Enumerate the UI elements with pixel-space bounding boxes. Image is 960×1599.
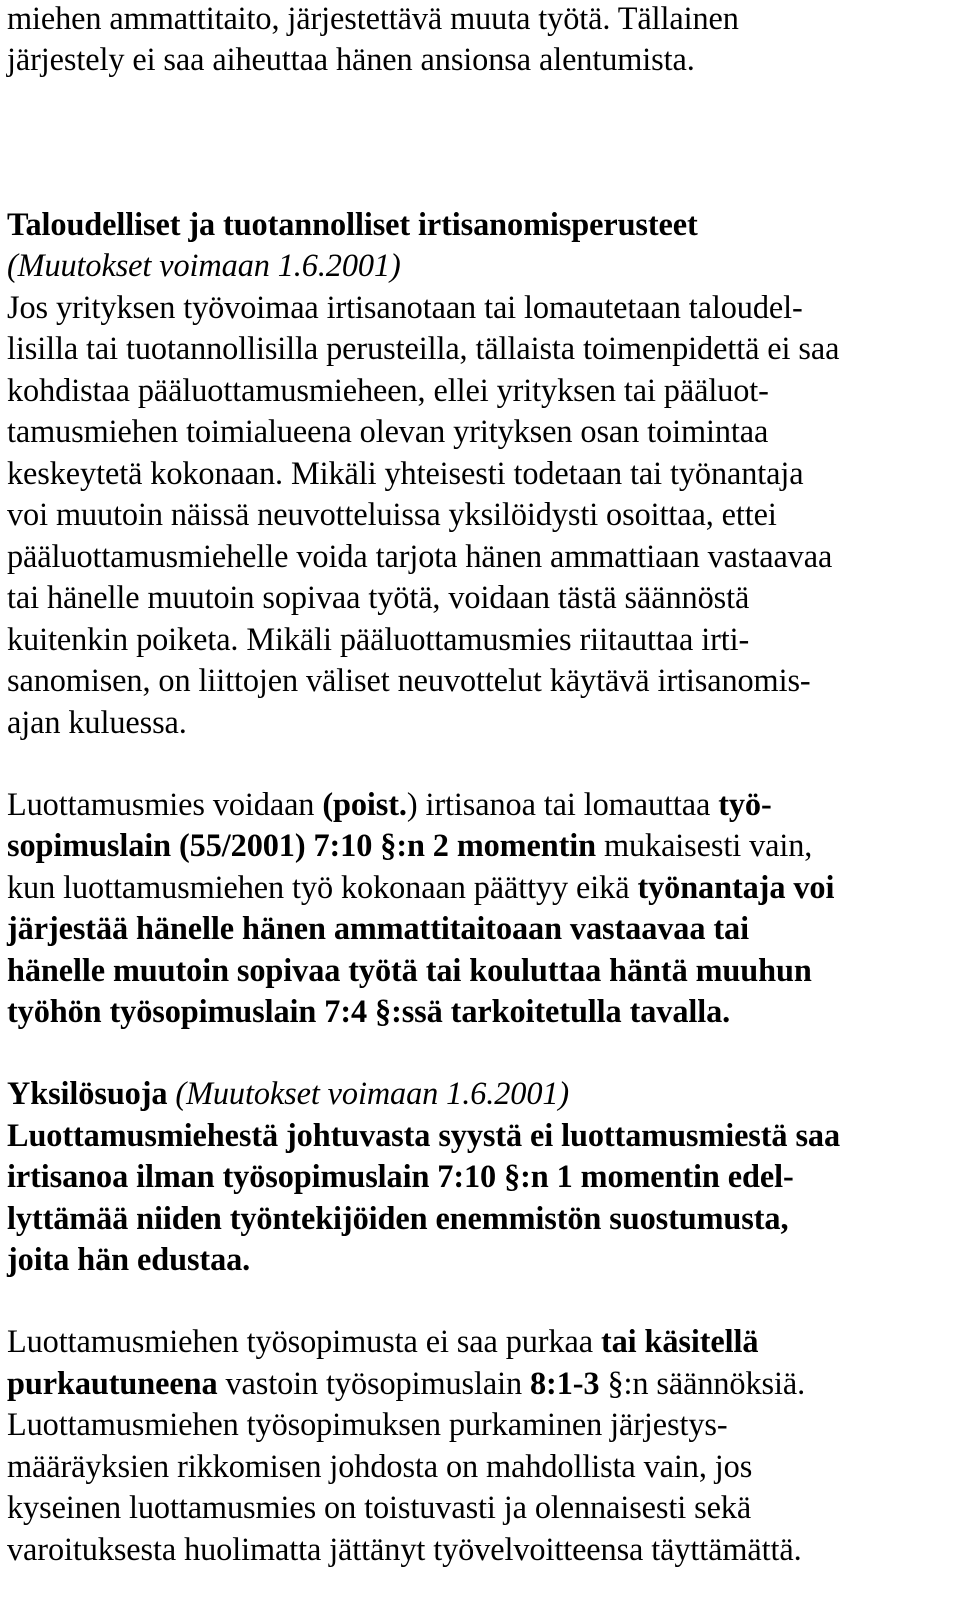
text-span: ) irtisanoa tai lomauttaa xyxy=(406,786,719,822)
section4-line-6: varoituksesta huolimatta jättänyt työvelvoitteensa täyttämättä. xyxy=(7,1531,802,1567)
section2-line-3 xyxy=(7,867,834,907)
section2-line-5: hänelle muutoin sopivaa työtä tai kouluttaa häntä muuhun xyxy=(7,952,812,988)
bold-span: :n 1 momentin edel- xyxy=(520,1158,794,1194)
section1-line: kohdistaa pääluottamusmieheen, ellei yrityksen tai pääluot- xyxy=(7,372,769,408)
section2-line-4: järjestää hänelle hänen ammattitaitoaan vastaavaa tai xyxy=(7,910,749,946)
text-span: mukaisesti vain, xyxy=(595,827,813,863)
bold-span: 8:1-3 xyxy=(530,1365,608,1401)
section4-line-1 xyxy=(7,1321,758,1361)
section-heading-economic-grounds: Taloudelliset ja tuotannolliset irtisanomisperusteet xyxy=(7,206,698,242)
intro-line-1: miehen ammattitaito, järjestettävä muuta työtä. Tällainen xyxy=(7,0,739,36)
bold-span: :n 2 momentin xyxy=(396,827,596,863)
section1-line: Jos yrityksen työvoimaa irtisanotaan tai lomautetaan taloudel- xyxy=(7,289,803,325)
section-sign: § xyxy=(375,993,392,1029)
section1-line: sanomisen, on liittojen väliset neuvottelut käytävä irtisanomis- xyxy=(7,662,811,698)
text-span: Luottamusmies voidaan xyxy=(7,786,323,822)
bold-span: työhön työsopimuslain 7:4 xyxy=(7,993,375,1029)
text-span: :n säännöksiä. xyxy=(623,1365,806,1401)
text-span: kun luottamusmiehen työ kokonaan päättyy eikä xyxy=(7,869,638,905)
section2-line-6 xyxy=(7,991,730,1031)
section1-line: tamusmiehen toimialueena olevan yrityksen osan toimintaa xyxy=(7,413,769,449)
bold-span: työ- xyxy=(718,786,772,822)
section-sign: § xyxy=(504,1158,521,1194)
bold-span: tai käsitellä xyxy=(600,1323,759,1359)
section1-line: kuitenkin poiketa. Mikäli pääluottamusmies riitauttaa irti- xyxy=(7,621,750,657)
section3-line-4: joita hän edustaa. xyxy=(7,1241,251,1277)
bold-span: :ssä tarkoitetulla tavalla. xyxy=(391,993,731,1029)
section1-line: pääluottamusmiehelle voida tarjota hänen ammattiaan vastaavaa xyxy=(7,538,833,574)
text-span: vastoin työsopimuslain xyxy=(217,1365,530,1401)
section4-line-5: kyseinen luottamusmies on toistuvasti ja olennaisesti sekä xyxy=(7,1489,752,1525)
section1-line: voi muutoin näissä neuvotteluissa yksilöidysti osoittaa, ettei xyxy=(7,496,777,532)
section2-line-1 xyxy=(7,784,772,824)
section1-line: ajan kuluessa. xyxy=(7,704,187,740)
bold-span: irtisanoa ilman työsopimuslain 7:10 xyxy=(7,1158,505,1194)
section3-line-2 xyxy=(7,1156,794,1196)
section2-line-2 xyxy=(7,825,812,865)
section1-line: tai hänelle muutoin sopivaa työtä, voidaan tästä säännöstä xyxy=(7,579,750,615)
section3-line-1: Luottamusmiehestä johtuvasta syystä ei luottamusmiestä saa xyxy=(7,1117,841,1153)
bold-span: (poist. xyxy=(322,786,407,822)
section3-heading-line xyxy=(7,1073,569,1113)
bold-span: sopimuslain (55/2001) 7:10 xyxy=(7,827,381,863)
section4-line-2 xyxy=(7,1363,805,1403)
intro-line-2: järjestely ei saa aiheuttaa hänen ansionsa alentumista. xyxy=(7,41,695,77)
section1-line: keskeytetä kokonaan. Mikäli yhteisesti todetaan tai työnantaja xyxy=(7,455,804,491)
section-note-effective-date: (Muutokset voimaan 1.6.2001) xyxy=(7,247,401,283)
section4-line-3: Luottamusmiehen työsopimuksen purkaminen järjestys- xyxy=(7,1406,728,1442)
section3-line-3: lyttämää niiden työntekijöiden enemmistön suostumusta, xyxy=(7,1200,789,1236)
section-heading-individual-protection: Yksilösuoja xyxy=(7,1075,168,1111)
section-sign: § xyxy=(607,1365,624,1401)
section1-line: lisilla tai tuotannollisilla perusteilla, tällaista toimenpidettä ei saa xyxy=(7,330,840,366)
section-note-effective-date: (Muutokset voimaan 1.6.2001) xyxy=(167,1075,570,1111)
bold-span: työnantaja voi xyxy=(637,869,835,905)
section-sign: § xyxy=(380,827,397,863)
bold-span: purkautuneena xyxy=(7,1365,218,1401)
section4-line-4: määräyksien rikkomisen johdosta on mahdollista vain, jos xyxy=(7,1448,753,1484)
text-span: Luottamusmiehen työsopimusta ei saa purkaa xyxy=(7,1323,601,1359)
